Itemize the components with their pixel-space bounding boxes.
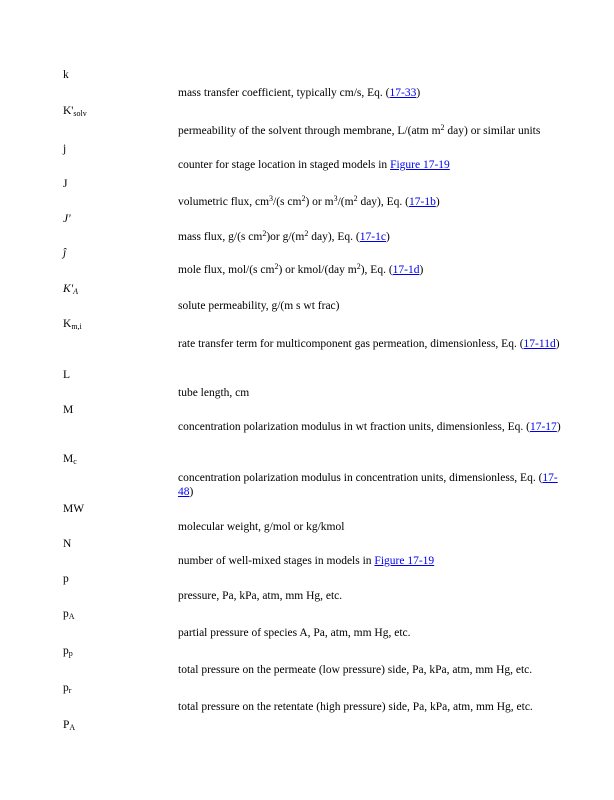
symbol-p-p: $p_p$ — [63, 645, 73, 658]
symbol-N: N — [63, 538, 72, 550]
symbol-MW: MW — [63, 503, 85, 515]
definition-N: number of well-mixed stages in models in Figure 17-19 — [178, 555, 435, 567]
symbol-K-prime-A: $K'_A$ — [63, 283, 79, 296]
figure-link[interactable]: Figure 17-19 — [374, 555, 435, 567]
equation-link[interactable]: 17-17 — [529, 421, 557, 433]
symbol-k-solv: $K'_{solv}$ — [63, 105, 87, 118]
symbol-M: M — [63, 404, 74, 416]
symbol-j: j — [63, 143, 67, 155]
symbol-p: p — [63, 573, 69, 585]
definition-K-prime-A: solute permeability, g/(m s wt frac) — [178, 300, 340, 312]
definition-J: volumetric flux, $cm^3/(s$ $cm^2$) or $m^3/(m^2$ day), Eq. (17-1b) — [178, 194, 440, 208]
equation-link[interactable]: 17-1b — [408, 196, 436, 208]
figure-link[interactable]: Figure 17-19 — [390, 159, 450, 171]
definition-MW: molecular weight, g/mol or kg/kmol — [178, 521, 345, 533]
definition-k-solv: permeability of the solvent through membrane, L/(atm $m^2$ day) or similar units — [178, 123, 541, 137]
definition-M: concentration polarization modulus in wt fraction units, dimensionless, Eq. (17-17) — [178, 421, 561, 433]
definition-k: mass transfer coefficient, typically cm/s, Eq. (17-33) — [178, 87, 421, 99]
symbol-J: J — [63, 178, 68, 190]
symbol-L: L — [63, 369, 71, 381]
definition-L: tube length, cm — [178, 387, 250, 399]
definition-K-m-i: rate transfer term for multicomponent gas permeation, dimensionless, Eq. (17-11d) — [178, 338, 560, 350]
equation-link[interactable]: 17-48 — [178, 472, 558, 498]
definition-p: pressure, Pa, kPa, atm, mm Hg, etc. — [178, 590, 343, 602]
equation-link[interactable]: 17-11d — [523, 338, 556, 350]
definition-M-c: concentration polarization modulus in concentration units, dimensionless, Eq. (17-48) — [178, 472, 558, 498]
symbol-p-r: $p_r$ — [63, 682, 72, 695]
equation-link[interactable]: 17-33 — [389, 87, 417, 99]
symbol-j-hat: ĵ — [63, 247, 67, 259]
equation-link[interactable]: 17-1c — [359, 231, 386, 243]
definition-p-p: total pressure on the permeate (low pressure) side, Pa, kPa, atm, mm Hg, etc. — [178, 664, 533, 676]
definition-J-prime: mass flux, g/(s $cm^2)or$ $g/(m^2$ day), Eq. (17-1c) — [178, 229, 390, 243]
equation-link[interactable]: 17-1d — [392, 264, 420, 276]
symbol-J-prime: J' — [63, 213, 71, 225]
definition-j: counter for stage location in staged models in Figure 17-19 — [178, 159, 450, 171]
definition-p-A: partial pressure of species A, Pa, atm, mm Hg, etc. — [178, 627, 411, 639]
definition-p-r: total pressure on the retentate (high pressure) side, Pa, kPa, atm, mm Hg, etc. — [178, 701, 533, 713]
symbol-K-m-i: $K_{m,i}$ — [63, 318, 82, 331]
definition-j-hat: mole flux, mol/(s $cm^2$) or kmol/(day $m^2$), Eq. (17-1d) — [178, 262, 424, 276]
symbol-M-c: $M_c$ — [63, 453, 77, 466]
symbol-k: k — [63, 69, 69, 81]
symbol-p-A: $p_A$ — [63, 608, 75, 621]
symbol-P-A: $P_A$ — [63, 719, 76, 732]
